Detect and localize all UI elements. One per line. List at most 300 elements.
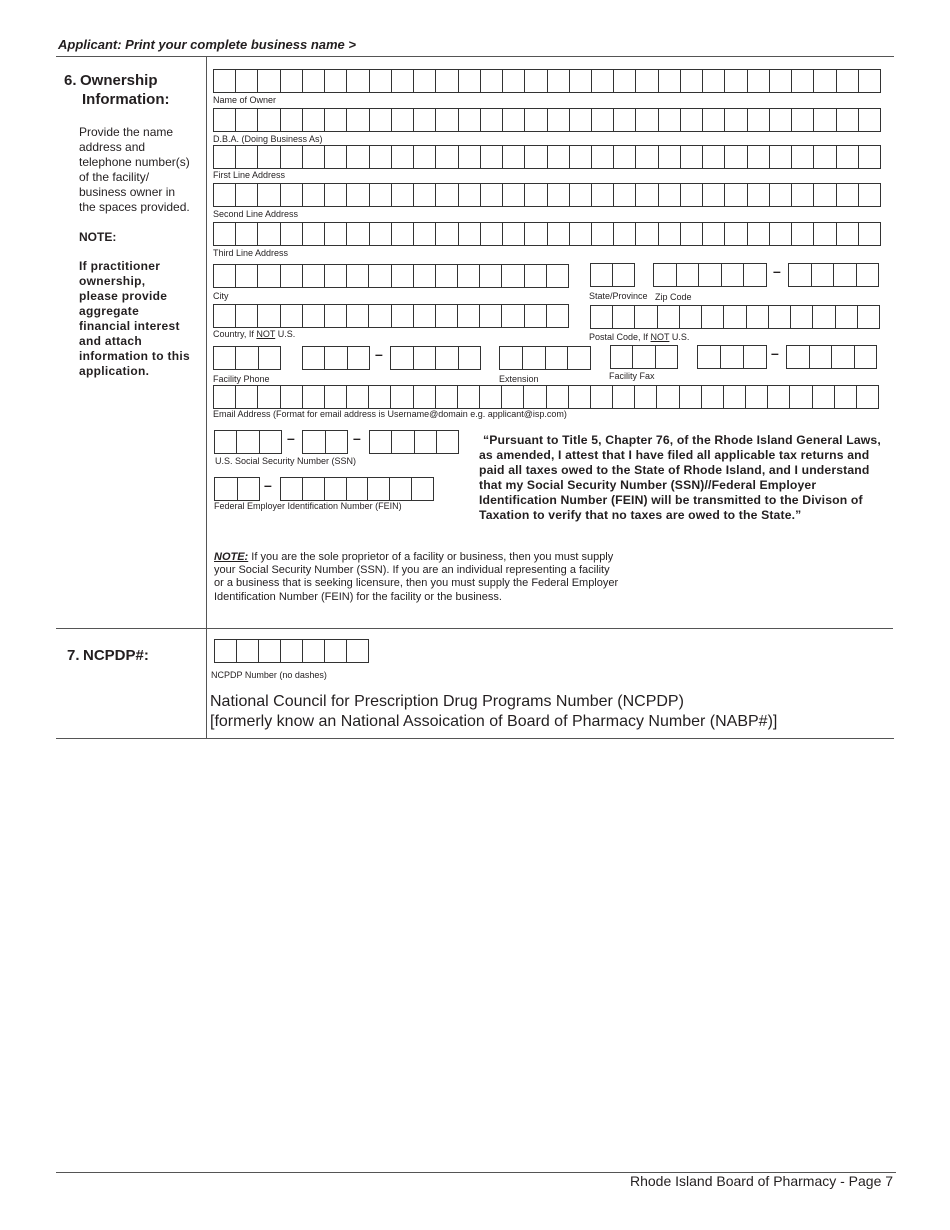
character-box[interactable]: [369, 386, 391, 408]
character-box[interactable]: [721, 346, 744, 368]
character-box[interactable]: [325, 305, 347, 327]
character-box[interactable]: [259, 347, 280, 369]
character-box[interactable]: [769, 306, 791, 328]
character-box[interactable]: [325, 478, 347, 500]
character-box[interactable]: [347, 109, 369, 131]
character-box[interactable]: [392, 431, 414, 453]
character-box[interactable]: [524, 386, 546, 408]
character-box[interactable]: [503, 109, 525, 131]
fein-prefix-field[interactable]: [214, 477, 260, 501]
character-box[interactable]: [548, 146, 570, 168]
character-box[interactable]: [614, 146, 636, 168]
character-box[interactable]: [744, 346, 766, 368]
character-box[interactable]: [570, 184, 592, 206]
character-box[interactable]: [347, 146, 369, 168]
character-box[interactable]: [238, 478, 260, 500]
character-box[interactable]: [303, 146, 325, 168]
character-box[interactable]: [703, 184, 725, 206]
character-box[interactable]: [370, 109, 392, 131]
character-box[interactable]: [790, 386, 812, 408]
character-box[interactable]: [459, 109, 481, 131]
character-box[interactable]: [748, 146, 770, 168]
character-box[interactable]: [303, 305, 325, 327]
character-box[interactable]: [814, 223, 836, 245]
character-box[interactable]: [546, 347, 569, 369]
character-box[interactable]: [347, 305, 369, 327]
zip-ext-field[interactable]: [788, 263, 879, 287]
character-box[interactable]: [502, 305, 524, 327]
dba-field[interactable]: [213, 108, 881, 132]
character-box[interactable]: [215, 478, 238, 500]
character-box[interactable]: [480, 265, 502, 287]
character-box[interactable]: [836, 306, 858, 328]
character-box[interactable]: [859, 70, 880, 92]
character-box[interactable]: [837, 146, 859, 168]
character-box[interactable]: [347, 223, 369, 245]
character-box[interactable]: [390, 478, 412, 500]
character-box[interactable]: [281, 640, 303, 662]
character-box[interactable]: [303, 431, 326, 453]
character-box[interactable]: [591, 264, 613, 286]
character-box[interactable]: [810, 346, 833, 368]
character-box[interactable]: [681, 184, 703, 206]
character-box[interactable]: [370, 146, 392, 168]
character-box[interactable]: [592, 184, 614, 206]
character-box[interactable]: [855, 346, 877, 368]
character-box[interactable]: [837, 109, 859, 131]
character-box[interactable]: [659, 184, 681, 206]
character-box[interactable]: [392, 184, 414, 206]
fax-line-field[interactable]: [786, 345, 877, 369]
character-box[interactable]: [680, 386, 702, 408]
character-box[interactable]: [523, 347, 546, 369]
ssn-group-field[interactable]: [302, 430, 348, 454]
character-box[interactable]: [436, 109, 458, 131]
character-box[interactable]: [414, 146, 436, 168]
character-box[interactable]: [787, 346, 810, 368]
character-box[interactable]: [258, 223, 280, 245]
character-box[interactable]: [548, 70, 570, 92]
character-box[interactable]: [722, 264, 745, 286]
postal-code-field[interactable]: [590, 305, 880, 329]
character-box[interactable]: [725, 223, 747, 245]
character-box[interactable]: [392, 109, 414, 131]
character-box[interactable]: [480, 305, 502, 327]
character-box[interactable]: [636, 146, 658, 168]
character-box[interactable]: [614, 70, 636, 92]
character-box[interactable]: [725, 70, 747, 92]
character-box[interactable]: [500, 347, 523, 369]
character-box[interactable]: [681, 109, 703, 131]
character-box[interactable]: [592, 146, 614, 168]
character-box[interactable]: [392, 265, 414, 287]
character-box[interactable]: [659, 70, 681, 92]
character-box[interactable]: [258, 265, 280, 287]
character-box[interactable]: [568, 347, 590, 369]
character-box[interactable]: [236, 386, 258, 408]
character-box[interactable]: [699, 264, 722, 286]
character-box[interactable]: [770, 184, 792, 206]
character-box[interactable]: [236, 305, 258, 327]
character-box[interactable]: [792, 109, 814, 131]
character-box[interactable]: [237, 640, 259, 662]
character-box[interactable]: [347, 265, 369, 287]
character-box[interactable]: [702, 306, 724, 328]
character-box[interactable]: [813, 306, 835, 328]
character-box[interactable]: [525, 109, 547, 131]
character-box[interactable]: [681, 223, 703, 245]
character-box[interactable]: [281, 146, 303, 168]
character-box[interactable]: [303, 347, 325, 369]
character-box[interactable]: [702, 386, 724, 408]
fax-prefix-field[interactable]: [697, 345, 767, 369]
character-box[interactable]: [548, 223, 570, 245]
character-box[interactable]: [525, 265, 547, 287]
character-box[interactable]: [303, 223, 325, 245]
character-box[interactable]: [214, 347, 236, 369]
character-box[interactable]: [214, 305, 236, 327]
character-box[interactable]: [303, 109, 325, 131]
character-box[interactable]: [748, 109, 770, 131]
character-box[interactable]: [703, 223, 725, 245]
character-box[interactable]: [369, 265, 391, 287]
ssn-serial-field[interactable]: [369, 430, 459, 454]
character-box[interactable]: [502, 265, 524, 287]
character-box[interactable]: [436, 305, 458, 327]
character-box[interactable]: [570, 109, 592, 131]
character-box[interactable]: [369, 305, 391, 327]
character-box[interactable]: [436, 184, 458, 206]
character-box[interactable]: [654, 264, 677, 286]
extension-field[interactable]: [499, 346, 591, 370]
character-box[interactable]: [214, 386, 236, 408]
character-box[interactable]: [325, 184, 347, 206]
character-box[interactable]: [832, 346, 855, 368]
character-box[interactable]: [613, 386, 635, 408]
character-box[interactable]: [592, 223, 614, 245]
character-box[interactable]: [792, 70, 814, 92]
character-box[interactable]: [326, 431, 348, 453]
character-box[interactable]: [635, 386, 657, 408]
character-box[interactable]: [611, 346, 633, 368]
character-box[interactable]: [636, 223, 658, 245]
character-box[interactable]: [747, 306, 769, 328]
character-box[interactable]: [347, 640, 368, 662]
phone-prefix-field[interactable]: [302, 346, 370, 370]
character-box[interactable]: [613, 306, 635, 328]
character-box[interactable]: [814, 70, 836, 92]
character-box[interactable]: [370, 431, 392, 453]
character-box[interactable]: [814, 184, 836, 206]
city-field[interactable]: [213, 264, 569, 288]
character-box[interactable]: [214, 146, 236, 168]
character-box[interactable]: [591, 386, 613, 408]
character-box[interactable]: [281, 223, 303, 245]
character-box[interactable]: [215, 640, 237, 662]
character-box[interactable]: [548, 184, 570, 206]
email-field[interactable]: [213, 385, 879, 409]
character-box[interactable]: [502, 386, 524, 408]
character-box[interactable]: [258, 386, 280, 408]
character-box[interactable]: [659, 223, 681, 245]
character-box[interactable]: [414, 347, 437, 369]
character-box[interactable]: [725, 109, 747, 131]
character-box[interactable]: [525, 223, 547, 245]
character-box[interactable]: [657, 386, 679, 408]
character-box[interactable]: [325, 640, 347, 662]
character-box[interactable]: [503, 146, 525, 168]
character-box[interactable]: [414, 109, 436, 131]
character-box[interactable]: [370, 70, 392, 92]
owner-name-field[interactable]: [213, 69, 881, 93]
character-box[interactable]: [837, 184, 859, 206]
character-box[interactable]: [770, 109, 792, 131]
character-box[interactable]: [481, 184, 503, 206]
character-box[interactable]: [214, 70, 236, 92]
character-box[interactable]: [570, 70, 592, 92]
character-box[interactable]: [414, 70, 436, 92]
character-box[interactable]: [414, 386, 436, 408]
character-box[interactable]: [792, 223, 814, 245]
character-box[interactable]: [525, 70, 547, 92]
character-box[interactable]: [325, 146, 347, 168]
character-box[interactable]: [834, 264, 857, 286]
character-box[interactable]: [414, 305, 436, 327]
character-box[interactable]: [636, 70, 658, 92]
character-box[interactable]: [547, 265, 568, 287]
character-box[interactable]: [659, 146, 681, 168]
character-box[interactable]: [614, 109, 636, 131]
character-box[interactable]: [236, 265, 258, 287]
character-box[interactable]: [258, 70, 280, 92]
phone-area-field[interactable]: [213, 346, 281, 370]
character-box[interactable]: [569, 386, 591, 408]
character-box[interactable]: [547, 305, 568, 327]
character-box[interactable]: [859, 223, 880, 245]
character-box[interactable]: [303, 478, 325, 500]
character-box[interactable]: [348, 347, 369, 369]
character-box[interactable]: [592, 109, 614, 131]
character-box[interactable]: [859, 109, 880, 131]
character-box[interactable]: [436, 146, 458, 168]
character-box[interactable]: [236, 70, 258, 92]
character-box[interactable]: [636, 109, 658, 131]
character-box[interactable]: [698, 346, 721, 368]
character-box[interactable]: [214, 184, 236, 206]
character-box[interactable]: [857, 386, 878, 408]
character-box[interactable]: [681, 146, 703, 168]
character-box[interactable]: [748, 70, 770, 92]
character-box[interactable]: [458, 305, 480, 327]
character-box[interactable]: [303, 640, 325, 662]
character-box[interactable]: [436, 386, 458, 408]
character-box[interactable]: [857, 264, 879, 286]
address2-field[interactable]: [213, 183, 881, 207]
character-box[interactable]: [391, 347, 414, 369]
character-box[interactable]: [436, 265, 458, 287]
character-box[interactable]: [681, 70, 703, 92]
address1-field[interactable]: [213, 145, 881, 169]
character-box[interactable]: [481, 70, 503, 92]
character-box[interactable]: [303, 386, 325, 408]
character-box[interactable]: [525, 146, 547, 168]
fax-area-field[interactable]: [610, 345, 678, 369]
character-box[interactable]: [770, 146, 792, 168]
character-box[interactable]: [633, 346, 655, 368]
character-box[interactable]: [503, 223, 525, 245]
character-box[interactable]: [746, 386, 768, 408]
character-box[interactable]: [281, 305, 303, 327]
character-box[interactable]: [436, 223, 458, 245]
character-box[interactable]: [414, 265, 436, 287]
character-box[interactable]: [459, 70, 481, 92]
character-box[interactable]: [724, 306, 746, 328]
character-box[interactable]: [725, 146, 747, 168]
character-box[interactable]: [459, 223, 481, 245]
character-box[interactable]: [237, 431, 259, 453]
phone-line-field[interactable]: [390, 346, 481, 370]
character-box[interactable]: [859, 146, 880, 168]
character-box[interactable]: [677, 264, 700, 286]
character-box[interactable]: [303, 184, 325, 206]
character-box[interactable]: [459, 146, 481, 168]
character-box[interactable]: [614, 184, 636, 206]
character-box[interactable]: [789, 264, 812, 286]
character-box[interactable]: [547, 386, 569, 408]
character-box[interactable]: [725, 184, 747, 206]
character-box[interactable]: [658, 306, 680, 328]
character-box[interactable]: [570, 146, 592, 168]
character-box[interactable]: [436, 347, 459, 369]
character-box[interactable]: [236, 109, 258, 131]
character-box[interactable]: [459, 184, 481, 206]
country-field[interactable]: [213, 304, 569, 328]
character-box[interactable]: [770, 70, 792, 92]
character-box[interactable]: [258, 184, 280, 206]
character-box[interactable]: [814, 146, 836, 168]
character-box[interactable]: [214, 223, 236, 245]
character-box[interactable]: [724, 386, 746, 408]
character-box[interactable]: [591, 306, 613, 328]
character-box[interactable]: [835, 386, 857, 408]
character-box[interactable]: [770, 223, 792, 245]
character-box[interactable]: [214, 265, 236, 287]
character-box[interactable]: [325, 223, 347, 245]
character-box[interactable]: [792, 184, 814, 206]
character-box[interactable]: [281, 265, 303, 287]
character-box[interactable]: [548, 109, 570, 131]
character-box[interactable]: [481, 109, 503, 131]
address3-field[interactable]: [213, 222, 881, 246]
character-box[interactable]: [303, 70, 325, 92]
character-box[interactable]: [303, 265, 325, 287]
character-box[interactable]: [325, 265, 347, 287]
character-box[interactable]: [392, 223, 414, 245]
character-box[interactable]: [391, 386, 413, 408]
character-box[interactable]: [570, 223, 592, 245]
character-box[interactable]: [370, 223, 392, 245]
character-box[interactable]: [325, 347, 347, 369]
character-box[interactable]: [347, 70, 369, 92]
character-box[interactable]: [215, 431, 237, 453]
character-box[interactable]: [281, 109, 303, 131]
character-box[interactable]: [837, 223, 859, 245]
character-box[interactable]: [748, 223, 770, 245]
character-box[interactable]: [614, 223, 636, 245]
character-box[interactable]: [392, 70, 414, 92]
character-box[interactable]: [414, 184, 436, 206]
zip-field[interactable]: [653, 263, 767, 287]
character-box[interactable]: [259, 640, 281, 662]
character-box[interactable]: [503, 70, 525, 92]
character-box[interactable]: [392, 146, 414, 168]
character-box[interactable]: [613, 264, 634, 286]
character-box[interactable]: [812, 264, 835, 286]
character-box[interactable]: [347, 184, 369, 206]
character-box[interactable]: [437, 431, 458, 453]
character-box[interactable]: [744, 264, 766, 286]
character-box[interactable]: [325, 70, 347, 92]
character-box[interactable]: [703, 70, 725, 92]
character-box[interactable]: [392, 305, 414, 327]
character-box[interactable]: [347, 478, 369, 500]
character-box[interactable]: [837, 70, 859, 92]
character-box[interactable]: [659, 109, 681, 131]
character-box[interactable]: [481, 146, 503, 168]
fein-number-field[interactable]: [280, 477, 434, 501]
character-box[interactable]: [703, 146, 725, 168]
character-box[interactable]: [325, 109, 347, 131]
character-box[interactable]: [703, 109, 725, 131]
character-box[interactable]: [748, 184, 770, 206]
character-box[interactable]: [325, 386, 347, 408]
character-box[interactable]: [480, 386, 502, 408]
character-box[interactable]: [503, 184, 525, 206]
character-box[interactable]: [656, 346, 677, 368]
character-box[interactable]: [636, 184, 658, 206]
character-box[interactable]: [236, 184, 258, 206]
character-box[interactable]: [214, 109, 236, 131]
character-box[interactable]: [368, 478, 390, 500]
character-box[interactable]: [258, 109, 280, 131]
character-box[interactable]: [858, 306, 879, 328]
character-box[interactable]: [258, 146, 280, 168]
character-box[interactable]: [236, 146, 258, 168]
ncpdp-field[interactable]: [214, 639, 369, 663]
character-box[interactable]: [415, 431, 437, 453]
character-box[interactable]: [236, 347, 258, 369]
character-box[interactable]: [813, 386, 835, 408]
ssn-area-field[interactable]: [214, 430, 282, 454]
character-box[interactable]: [436, 70, 458, 92]
character-box[interactable]: [281, 386, 303, 408]
character-box[interactable]: [260, 431, 281, 453]
character-box[interactable]: [859, 184, 880, 206]
character-box[interactable]: [258, 305, 280, 327]
character-box[interactable]: [592, 70, 614, 92]
character-box[interactable]: [414, 223, 436, 245]
character-box[interactable]: [347, 386, 369, 408]
character-box[interactable]: [680, 306, 702, 328]
character-box[interactable]: [458, 265, 480, 287]
character-box[interactable]: [525, 184, 547, 206]
character-box[interactable]: [370, 184, 392, 206]
character-box[interactable]: [236, 223, 258, 245]
character-box[interactable]: [635, 306, 657, 328]
character-box[interactable]: [814, 109, 836, 131]
character-box[interactable]: [768, 386, 790, 408]
state-field[interactable]: [590, 263, 635, 287]
